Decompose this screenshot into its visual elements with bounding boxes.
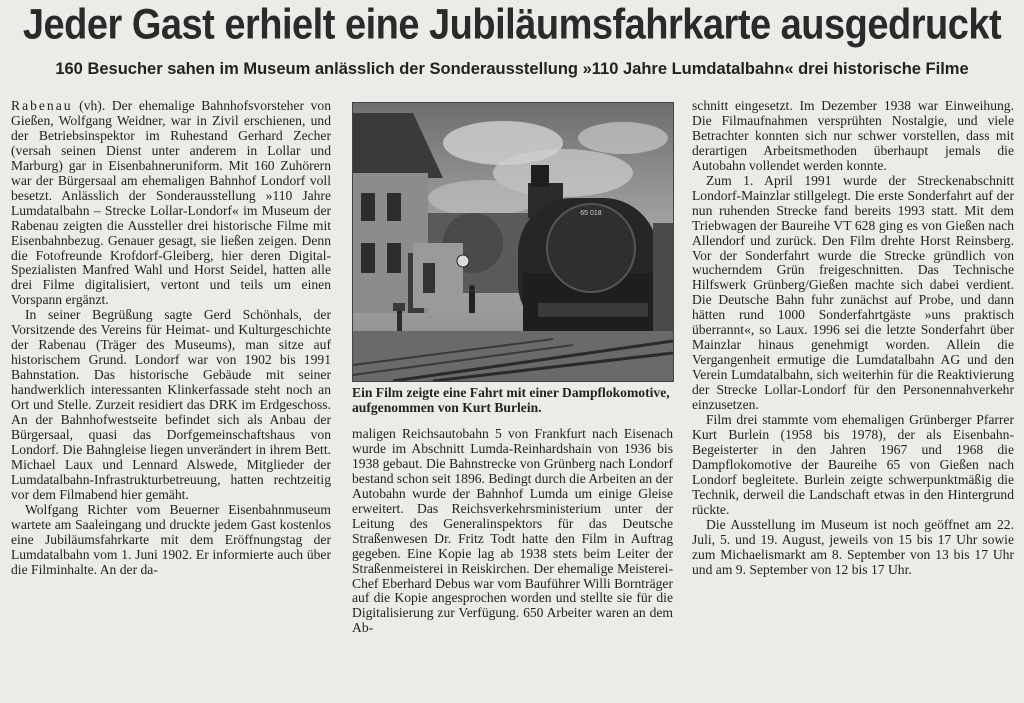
paragraph: Wolfgang Richter vom Beuerner Eisenbahnmuseum wartete am Saaleingang und druckte jedem Gast kostenlos eine Jubiläumsfahrkarte mit dem Eröffnungstag der Lumdatalbahn vom 1. Juni 1902. Er informierte auch über die Filminhalte. An der da- — [11, 501, 331, 577]
paragraph-text: (vh). Der ehemalige Bahnhofsvorsteher von Gießen, Wolfgang Weidner, war in Zivil erschienen, und der Betriebsinspektor im Ruhestand Gerhard Zecher (versah seinen Dienst unter anderem in Lollar und Marburg) gar in Eisenbahneruniform. Mit 160 Zuhörern war der Bürgersaal am ehemaligen Bahnhof Londorf voll besetzt. Anlässlich der Sonderausstellung »110 Jahre Lumdatalbahn – Strecke Lollar-Londorf« im Museum der Rabenau zeigten die Aussteller drei historische Filme mit Eisenbahnbezug. Genauer gesagt, sie ließen zeigen. Denn die Fotofreunde Krofdorf-Gleiberg, hier deren Digital-Spezialisten Manfred Wahl und Horst Seidel, hatten alle drei Filme digitalisiert, vertont und teils um einen Vorspann ergänzt. — [11, 98, 331, 308]
paragraph: In seiner Begrüßung sagte Gerd Schönhals, der Vorsitzende des Vereins für Heimat- und Kulturgeschichte der Rabenau (Träger des Museums), man sitze auf historischem Grund. Londorf war von 1902 bis 1991 Bahnstation. Das historische Gebäude mit seiner handwerklich interessanten Klinkerfassade steht noch an Ort und Stelle. Zurzeit residiert das DRK im Erdgeschoss. An der Bahnhofwestseite befindet sich als Anbau der Bürgersaal, quasi das Dorfgemeinschaftshaus von Londorf. Die Bahngleise liegen unverändert in ihrem Bett. Michael Laux und Lennard Alswede, Mitglieder der Lumdatalbahn-Infrastrukturbetreuung, hatten rechtzeitig vor dem Filmabend hier gemäht. — [11, 307, 331, 502]
paragraph: maligen Reichsautobahn 5 von Frankfurt nach Eisenach wurde im Abschnitt Lumda-Reinhardshain von 1936 bis 1938 gebaut. Die Bahnstrecke von Grünberg nach Londorf bestand schon seit 1896. Bedingt durch die Arbeiten an der Autobahn wurde der Bahnhof Lumda um einige Gleise erweitert. Das Reichsverkehrsministerium unter der Leitung des Generalinspektors für das Deutsche Straßenwesen Dr. Fritz Todt hatte den Film in Auftrag gegeben. Eine Kopie lag ab 1938 stets beim Leiter der Straßenmeisterei in Reiskirchen. Der ehemalige Meisterei-Chef Eberhard Debus war vom Bauführer Willi Bornträger auf die Kopie angesprochen worden und stellte sie für die Digitalisierung zur Verfügung. 650 Arbeiter waren an dem Ab- — [352, 426, 673, 636]
steam-locomotive-photo — [352, 102, 674, 382]
dateline: Rabenau — [11, 98, 73, 113]
article-column-3 — [692, 99, 1014, 578]
paragraph: Die Ausstellung im Museum ist noch geöffnet am 22. Juli, 5. und 19. August, jeweils von 15 bis 17 Uhr sowie zum Michaelismarkt am 8. September von 13 bis 17 Uhr und am 9. September von 12 bis 17 Uhr. — [692, 516, 1014, 577]
article-column-1 — [11, 99, 331, 578]
article-column-2 — [352, 427, 673, 636]
paragraph: schnitt eingesetzt. Im Dezember 1938 war Einweihung. Die Filmaufnahmen versprühten Nostalgie, und viele Betrachter konnten sich nur schwer vorstellen, dass mit derartigen Arbeitsmethoden überhaupt jemals die Autobahn vollendet werden konnte. — [692, 98, 1014, 173]
paragraph: Film drei stammte vom ehemaligen Grünberger Pfarrer Kurt Burlein (1958 bis 1978), der als Eisenbahn-Begeisterter in den Jahren 1967 und 1968 die Dampflokomotive der Baureihe 65 von Gießen nach Londorf begleitete. Burlein zeigte schwerpunktmäßig die Technik, derweil die Landschaft etwas in den Hintergrund rückte. — [692, 412, 1014, 517]
paragraph — [11, 99, 331, 308]
locomotive-number: 65 018 — [580, 210, 602, 217]
subheadline: 160 Besucher sahen im Museum anlässlich der Sonderausstellung »110 Jahre Lumdatalbahn« drei historische Filme — [55, 60, 969, 78]
photo-caption: Ein Film zeigte eine Fahrt mit einer Dampflokomotive, aufgenommen von Kurt Burlein. — [352, 385, 670, 415]
paragraph: Zum 1. April 1991 wurde der Streckenabschnitt Londorf-Mainzlar stillgelegt. Die erste Sonderfahrt auf der nun ruhenden Strecke fand bereits 1993 statt. Mit dem Triebwagen der Baureihe VT 628 ging es von Gießen nach Allendorf und zurück. Den Film drehte Horst Reinsberg. Vor der Sonderfahrt wurde die Strecke gründlich von wucherndem Grün freigeschnitten. Das Technische Hilfswerk Grünberg/Gießen machte sich dabei verdient. Die Deutsche Bahn fuhr zunächst auf Probe, und dann hätten rund 1000 Sonderfahrtgäste »uns praktisch überrannt«, so Laux. 1996 sei die letzte Sonderfahrt über Mainzlar hinaus genehmigt worden. Allein die Vergangenheit ermutige die Lumdatalbahn AG und den Verein Lumdatalbahn, sich weiterhin für die Reaktivierung der Strecke Lollar-Londorf für den Personennahverkehr einzusetzen. — [692, 172, 1014, 413]
headline: Jeder Gast erhielt eine Jubiläumsfahrkarte ausgedruckt — [22, 1, 1002, 49]
